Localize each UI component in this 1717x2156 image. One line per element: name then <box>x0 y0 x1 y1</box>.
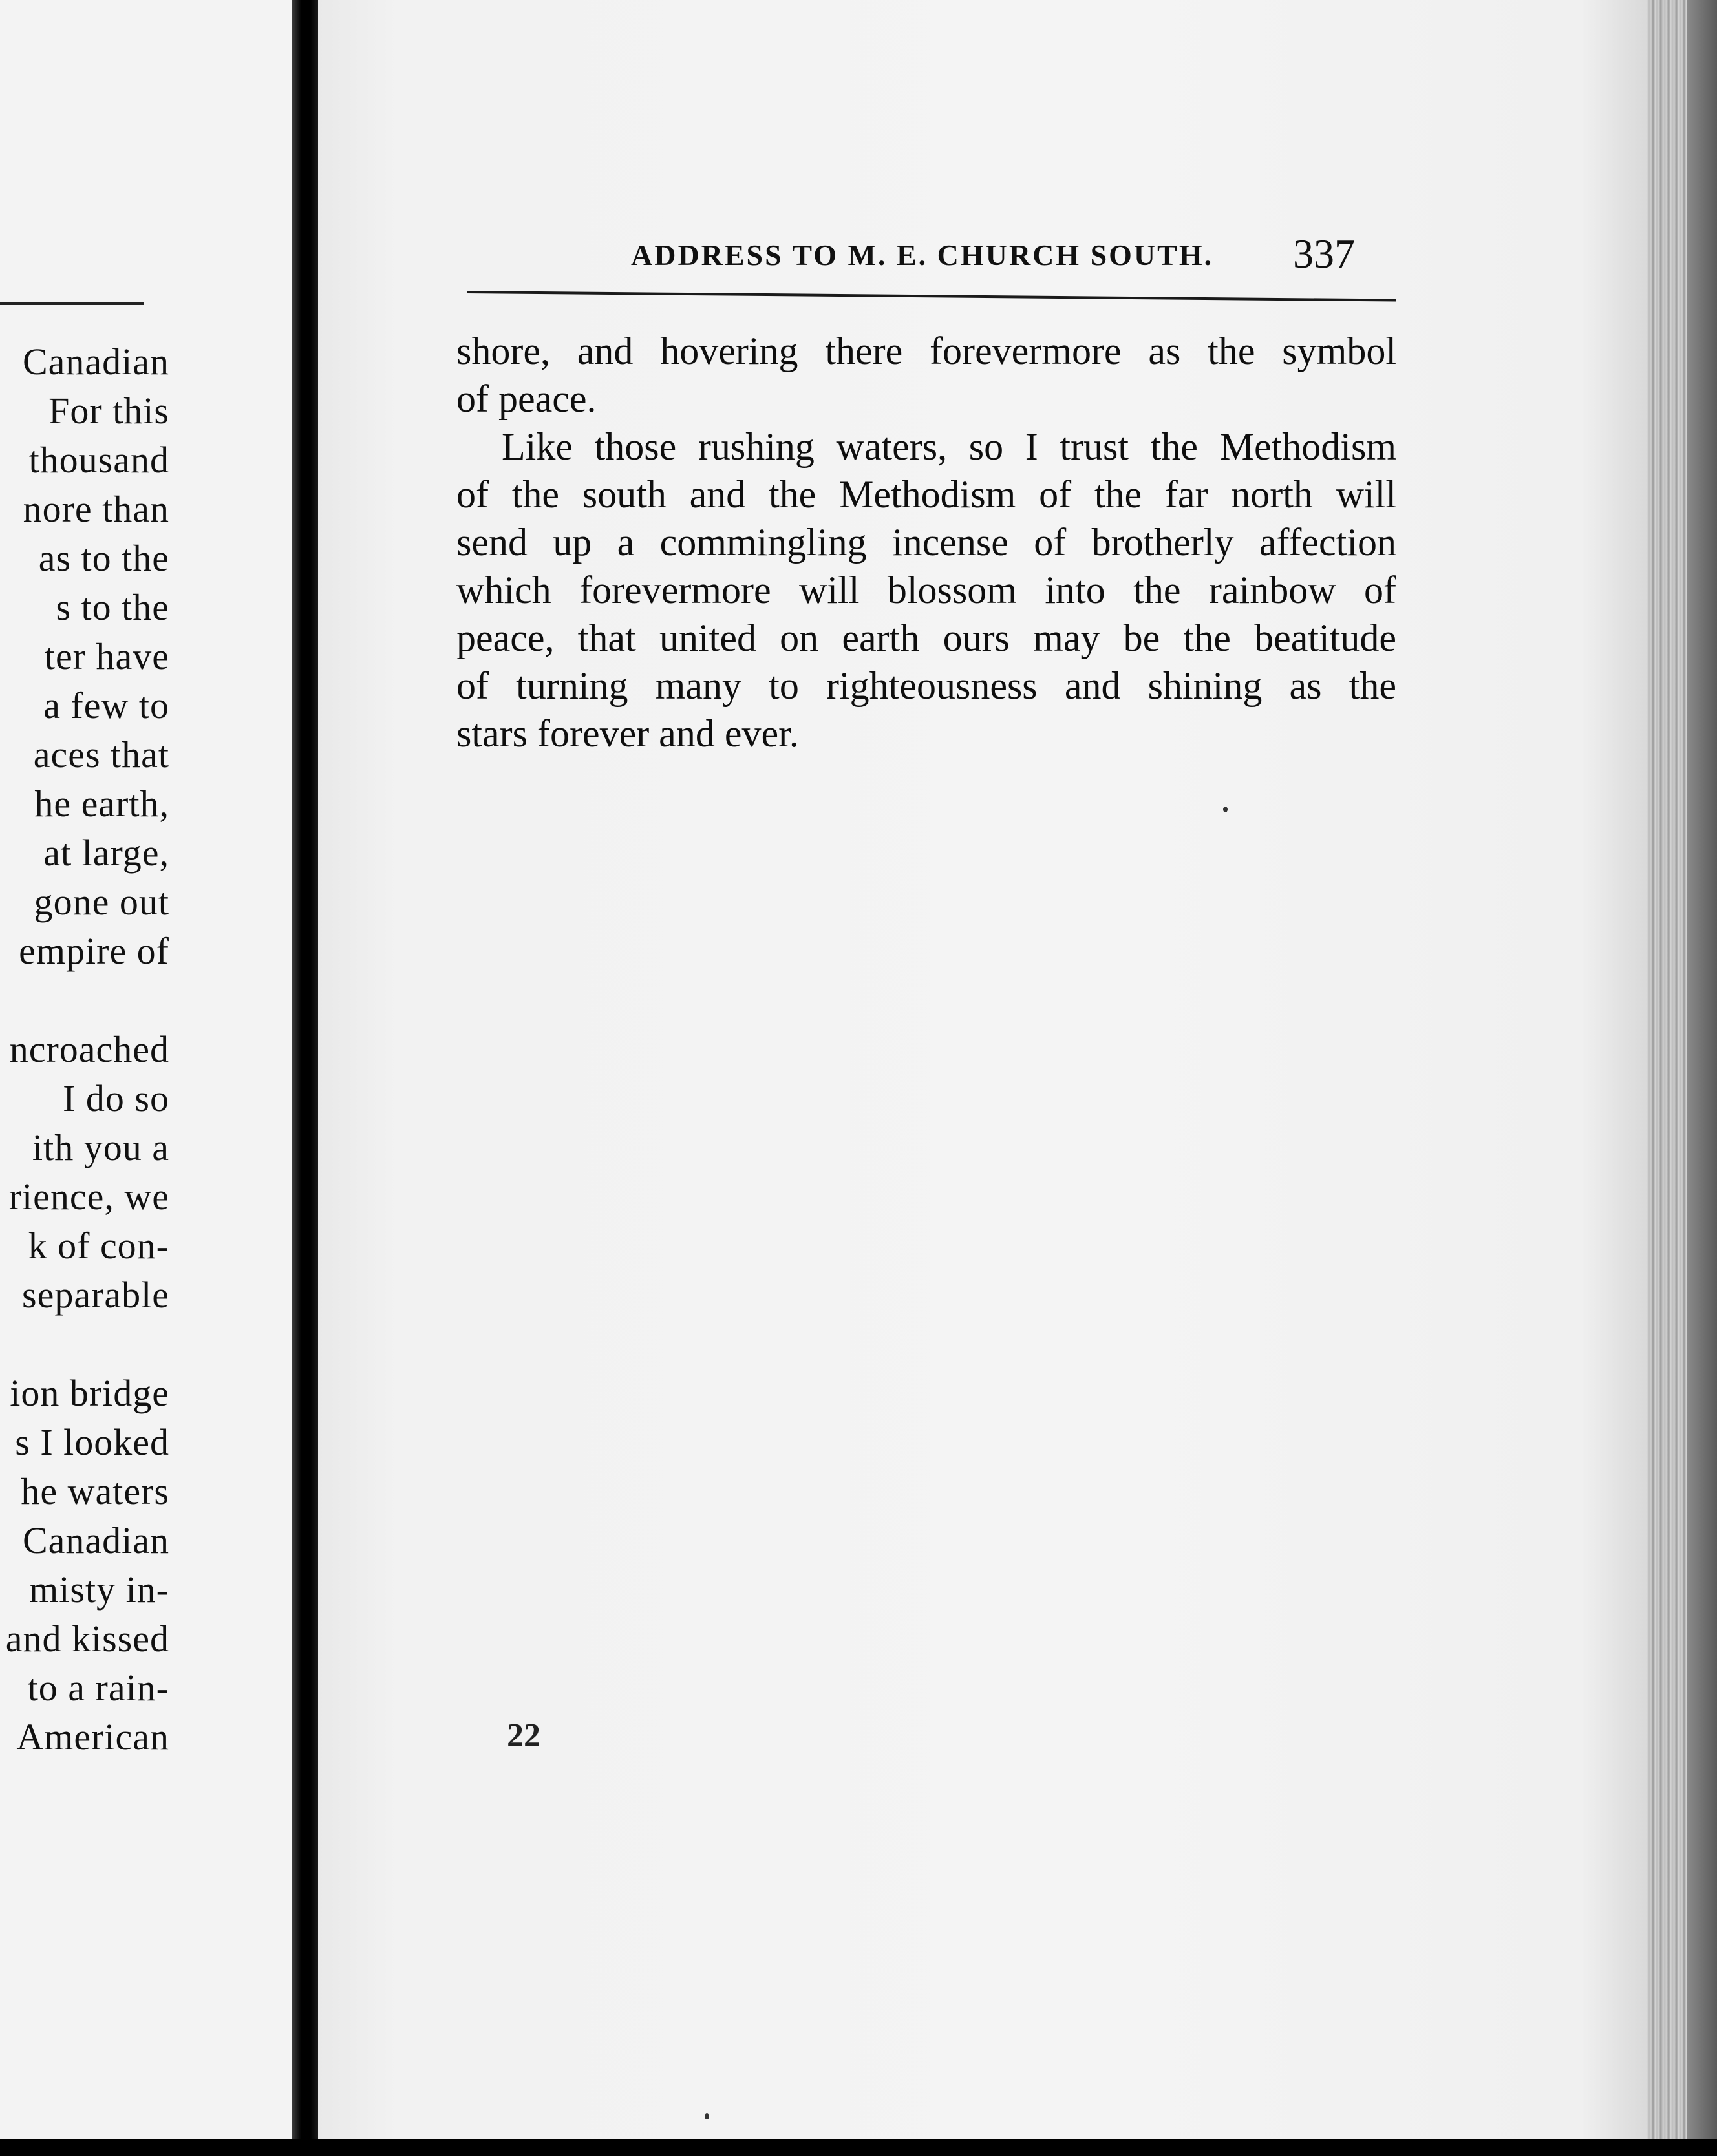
left-page-line: at large, <box>43 832 169 874</box>
page-right <box>318 0 1647 2139</box>
left-page-line: gone out <box>34 881 169 923</box>
left-page-line: a few to <box>43 684 169 726</box>
page-edges-shadow <box>1687 0 1717 2156</box>
left-page-line: ith you a <box>32 1126 169 1168</box>
left-page-line: s I looked <box>15 1421 169 1463</box>
left-page-line: he waters <box>21 1470 169 1512</box>
left-page-line: he earth, <box>34 783 169 825</box>
left-page-line: and kissed <box>5 1618 169 1660</box>
scan-bottom-border <box>0 2139 1717 2156</box>
left-page-line: as to the <box>38 537 169 579</box>
text-line: send up a commingling incense of brotherly affection <box>456 521 1396 564</box>
left-page-rule <box>0 302 144 305</box>
left-page-line: For this <box>48 390 169 432</box>
facing-page-left <box>0 0 292 2156</box>
left-page-line: aces that <box>33 734 169 776</box>
left-page-line: I do so <box>63 1077 169 1119</box>
book-gutter-shadow <box>292 0 318 2156</box>
text-line: which forevermore will blossom into the rainbow of <box>456 569 1396 611</box>
left-page-line: empire of <box>19 930 169 972</box>
text-line: Like those rushing waters, so I trust the Methodism <box>502 425 1396 468</box>
left-page-line: ion bridge <box>10 1372 169 1414</box>
running-head-title: ADDRESS TO M. E. CHURCH SOUTH. <box>631 238 1214 271</box>
text-line: of turning many to righteousness and shining as the <box>456 664 1396 707</box>
ink-speck <box>705 2113 709 2119</box>
page-number: 337 <box>1293 231 1355 277</box>
signature-mark: 22 <box>507 1717 540 1754</box>
left-page-line: to a rain- <box>27 1667 169 1709</box>
ink-speck <box>1223 807 1228 812</box>
left-page-line: Canadian <box>22 341 169 383</box>
left-page-line: separable <box>22 1274 169 1316</box>
running-head <box>631 230 1355 282</box>
left-page-line: ncroached <box>9 1028 169 1070</box>
text-line: of peace. <box>456 377 597 420</box>
left-page-line: k of con- <box>28 1225 169 1267</box>
text-line: of the south and the Methodism of the far north will <box>456 473 1396 516</box>
left-page-line: rience, we <box>8 1176 169 1218</box>
left-page-line: Canadian <box>22 1519 169 1561</box>
left-page-line: thousand <box>28 439 169 481</box>
left-page-line: nore than <box>23 488 169 530</box>
left-page-line: American <box>16 1716 169 1758</box>
left-page-line: misty in- <box>29 1569 169 1611</box>
text-line: stars forever and ever. <box>456 712 799 755</box>
left-page-line: ter have <box>44 635 169 677</box>
text-line: shore, and hovering there forevermore as the symbol <box>456 330 1396 372</box>
left-page-line: s to the <box>56 586 169 628</box>
text-line: peace, that united on earth ours may be the beatitude <box>456 617 1396 659</box>
